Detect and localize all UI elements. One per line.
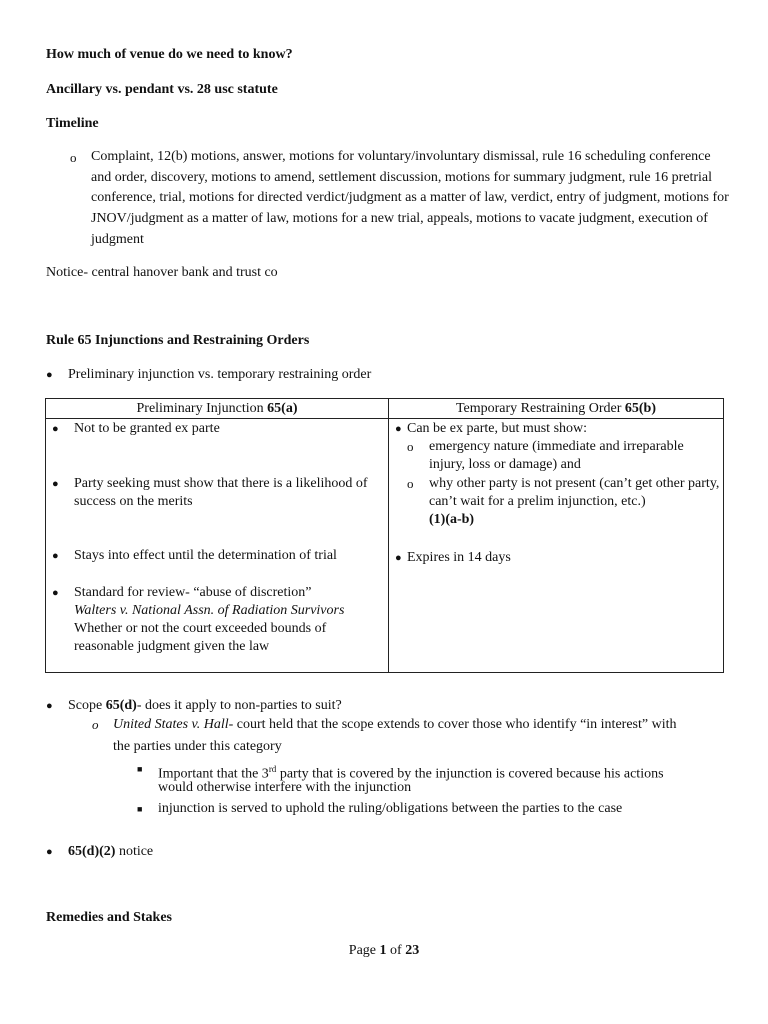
heading-rule65: Rule 65 Injunctions and Restraining Orders — [46, 333, 310, 348]
bullet-icon: ● — [395, 552, 402, 564]
bullet-icon: ● — [52, 587, 59, 599]
page-footer: Page 1 of 23 — [348, 943, 420, 958]
hollow-bullet-icon: o — [70, 150, 77, 165]
table-cell-right — [389, 419, 724, 673]
left-item-stays: Stays into effect until the determination of trial — [74, 548, 337, 563]
bullet-icon: ● — [46, 846, 53, 858]
notice-rule-line: 65(d)(2) notice — [68, 844, 154, 859]
left-item-ex-parte: Not to be granted ex parte — [74, 421, 220, 436]
case-hall-line: United States v. Hall- court held that the scope extends to cover those who identify “in interest” with — [113, 717, 677, 732]
table-header-left: Preliminary Injunction 65(a) — [46, 399, 389, 419]
hollow-bullet-icon: o — [407, 476, 414, 491]
case-note: Whether or not the court exceeded bounds of reasonable judgment given the law — [74, 621, 327, 654]
bullet-icon: ● — [395, 423, 402, 435]
square-bullet-icon: ■ — [137, 804, 143, 814]
right-item-ex-parte: Can be ex parte, but must show: — [407, 421, 588, 436]
bullet-icon: ● — [46, 369, 53, 381]
injunction-table — [45, 398, 724, 673]
third-party-line: Important that the 3rd party that is covered by the injunction is covered because his actions — [158, 764, 664, 782]
left-item-standard: Standard for review- “abuse of discretion” Walters v. National Assn. of Radiation Survivors Whether or not the court exceeded bounds of reasonable judgment given the law — [74, 584, 386, 656]
third-party-line2: would otherwise interfere with the injunction — [158, 780, 412, 795]
right-sub-absent: why other party is not present (can’t get other party, can’t wait for a prelim injunction, etc.) (1)(a-b) — [429, 476, 720, 527]
square-bullet-icon: ■ — [137, 764, 143, 774]
right-sub-emergency: emergency nature (immediate and irreparable injury, loss or damage) and — [429, 439, 684, 472]
left-item-likelihood: Party seeking must show that there is a likelihood of success on the merits — [74, 476, 368, 509]
heading-timeline: Timeline — [46, 116, 99, 131]
rule65-bullet: Preliminary injunction vs. temporary restraining order — [68, 367, 372, 382]
bullet-icon: ● — [52, 423, 59, 435]
bullet-icon: ● — [52, 478, 59, 490]
injunction-served-line: injunction is served to uphold the ruling/obligations between the parties to the case — [158, 801, 623, 816]
table-header-right: Temporary Restraining Order 65(b) — [389, 399, 724, 419]
hollow-bullet-icon: o — [407, 439, 414, 454]
bullet-icon: ● — [46, 700, 53, 712]
case-walters: Walters v. National Assn. of Radiation Survivors — [74, 603, 345, 618]
table-cell-left — [46, 419, 389, 673]
scope-line: Scope 65(d)- does it apply to non-parties to suit? — [68, 698, 342, 713]
heading-venue: How much of venue do we need to know? — [46, 47, 293, 62]
heading-ancillary: Ancillary vs. pendant vs. 28 usc statute — [46, 82, 278, 97]
heading-remedies: Remedies and Stakes — [46, 910, 173, 925]
hollow-bullet-icon: o — [92, 717, 99, 732]
right-item-expires: Expires in 14 days — [407, 550, 511, 565]
bullet-icon: ● — [52, 550, 59, 562]
case-hall-line2: the parties under this category — [113, 739, 282, 754]
notice-line: Notice- central hanover bank and trust co — [46, 265, 278, 280]
timeline-item: Complaint, 12(b) motions, answer, motions for voluntary/involuntary dismissal, rule 16 scheduling conference and order, discovery, motions to amend, settlement discussion, motions for summary judgment, rule 16 pretrial conference, trial, motions for directed verdict/judgment as a matter of law, verdict, entry of judgment, motions for JNOV/judgment as a matter of law, motions for a new trial, appeals, motions to vacate judgment, execution of judgment — [91, 149, 729, 247]
